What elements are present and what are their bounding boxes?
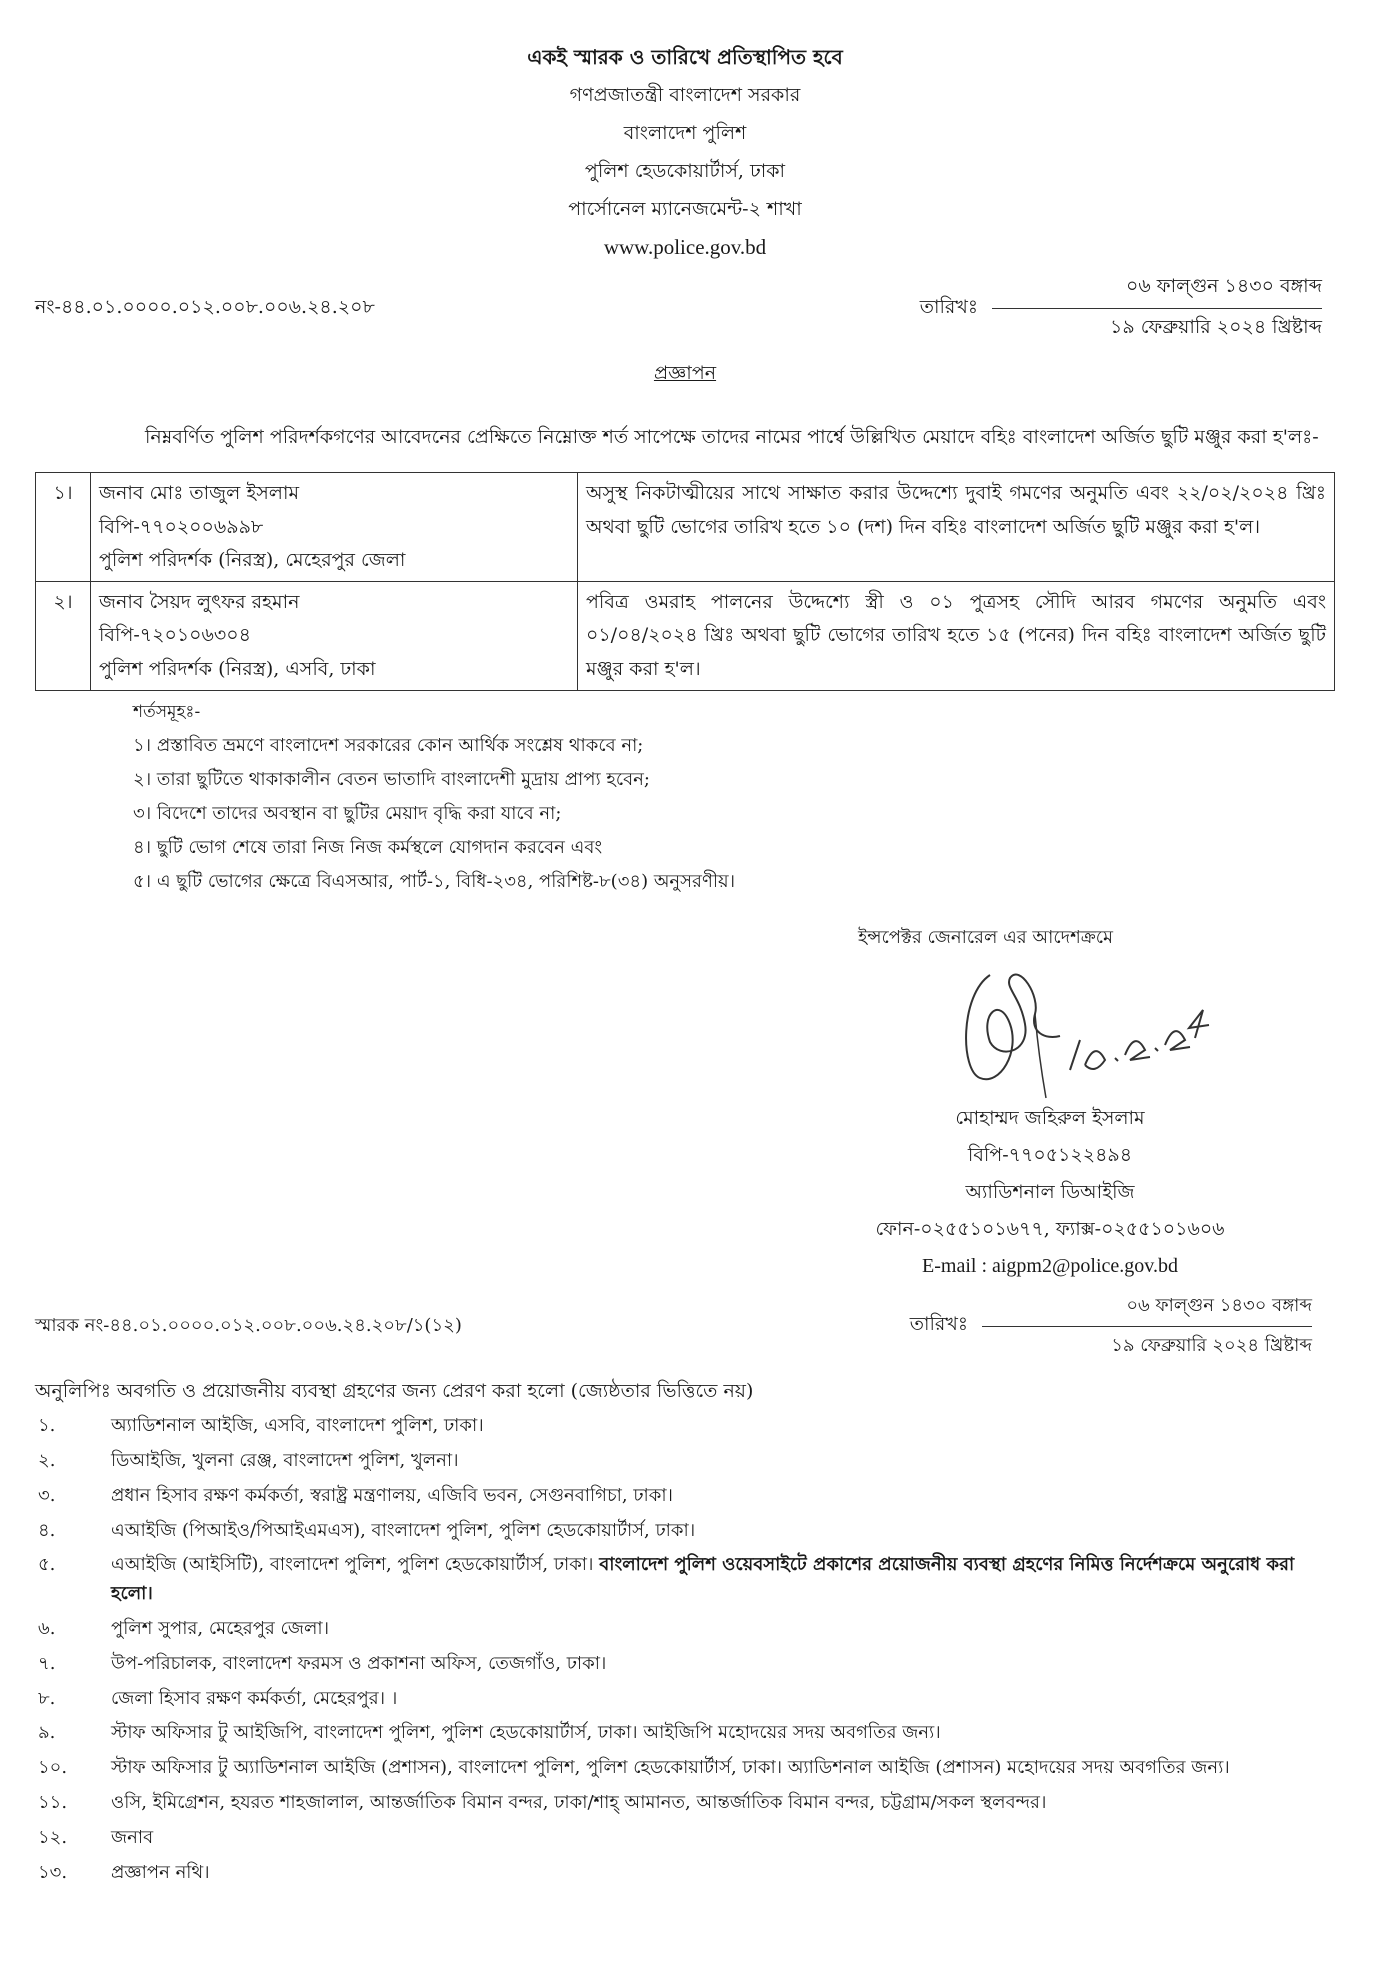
- copy-memo-row: [35, 1291, 1335, 1362]
- conditions-heading: শর্তসমূহঃ-: [133, 701, 201, 722]
- officer-name: জনাব সৈয়দ লুৎফর রহমান: [99, 591, 300, 613]
- list-item: ৮. জেলা হিসাব রক্ষণ কর্মকর্তা, মেহেরপুর। ।: [38, 1687, 398, 1709]
- letterhead: [35, 38, 1335, 266]
- copies-list: [38, 1412, 1335, 1887]
- officer-rank: পুলিশ পরিদর্শক (নিরস্ত্র), মেহেরপুর জেলা: [99, 548, 406, 571]
- signatory-block: [800, 1100, 1300, 1285]
- conditions: [133, 695, 1335, 899]
- leave-details: পবিত্র ওমরাহ পালনের উদ্দেশ্যে স্ত্রী ও ০১ পুত্রসহ সৌদি আরব গমণের অনুমতি এবং ০১/০৪/২০২৪ খ্রিঃ অথবা ছুটি ভোগের তারিখ হতে ১৫ (পনের) দিন বহিঃ বাংলাদেশ অর্জিত ছুটি মঞ্জুর করা হ'ল।: [578, 582, 1335, 691]
- list-item: ১২. জনাব: [38, 1826, 154, 1848]
- signatory-name: মোহাম্মদ জহিরুল ইসলাম: [955, 1106, 1145, 1129]
- condition-item: ৩। বিদেশে তাদের অবস্থান বা ছুটির মেয়াদ বৃদ্ধি করা যাবে না;: [133, 802, 562, 824]
- row-number: ১।: [36, 473, 91, 582]
- bold-request: বাংলাদেশ পুলিশ ওয়েবসাইটে প্রকাশের প্রয়োজনীয় ব্যবস্থা গ্রহণের নিমিত্ত নির্দেশক্রমে অনুরোধ করা হলো।: [111, 1554, 1295, 1605]
- row-number: ২।: [36, 582, 91, 691]
- notice-line: একই স্মারক ও তারিখে প্রতিস্থাপিত হবে: [527, 45, 843, 69]
- table-row: [36, 473, 1335, 582]
- date-gregorian: ১৯ ফেব্রুয়ারি ২০২৪ খ্রিষ্টাব্দ: [1110, 316, 1322, 338]
- list-item: ১১. ওসি, ইমিগ্রেশন, হযরত শাহজালাল, আন্তর্জাতিক বিমান বন্দর, ঢাকা/শাহ্ আমানত, আন্তর্জাতিক বিমান বন্দর, চট্টগ্রাম/সকল স্থলবন্দর।: [38, 1791, 1047, 1813]
- condition-item: ২। তারা ছুটিতে থাকাকালীন বেতন ভাতাদি বাংলাদেশী মুদ্রায় প্রাপ্য হবেন;: [133, 768, 650, 790]
- header-hq: পুলিশ হেডকোয়ার্টার্স, ঢাকা: [584, 160, 786, 182]
- date-label: তারিখঃ: [919, 295, 978, 318]
- signatory-bp: বিপি-৭৭০৫১২২৪৯৪: [967, 1143, 1133, 1166]
- officer-bp: বিপি-৭২০১০৬৩০৪: [99, 624, 251, 647]
- date-bangla: ০৬ ফাল্গুন ১৪৩০ বঙ্গাব্দ: [992, 272, 1322, 309]
- signatory-phone: ফোন-০২৫৫১০১৬৭৭, ফ্যাক্স-০২৫৫১০১৬০৬: [875, 1217, 1225, 1240]
- list-item: ৯. স্টাফ অফিসার টু আইজিপি, বাংলাদেশ পুলিশ, পুলিশ হেডকোয়ার্টার্স, ঢাকা। আইজিপি মহোদয়ের সদয় অবগতির জন্য।: [38, 1722, 941, 1744]
- copies-heading: অনুলিপিঃ অবগতি ও প্রয়োজনীয় ব্যবস্থা গ্রহণের জন্য প্রেরণ করা হলো (জ্যেষ্ঠতার ভিত্তিতে নয়): [35, 1379, 754, 1402]
- document-title: প্রজ্ঞাপন: [653, 362, 717, 384]
- copy-date-bangla: ০৬ ফাল্গুন ১৪৩০ বঙ্গাব্দ: [982, 1291, 1312, 1327]
- leave-table: [35, 472, 1335, 691]
- memo-number: নং-৪৪.০১.০০০০.০১২.০০৮.০০৬.২৪.২০৮: [35, 295, 375, 318]
- list-item: ৪. এআইজি (পিআইও/পিআইএমএস), বাংলাদেশ পুলিশ, পুলিশ হেডকোয়ার্টার্স, ঢাকা।: [38, 1519, 696, 1541]
- memo-row: [35, 272, 1335, 345]
- officer-name: জনাব মোঃ তাজুল ইসলাম: [99, 482, 300, 505]
- header-government: গণপ্রজাতন্ত্রী বাংলাদেশ সরকার: [569, 84, 801, 106]
- copy-date-gregorian: ১৯ ফেব্রুয়ারি ২০২৪ খ্রিষ্টাব্দ: [1111, 1334, 1312, 1356]
- condition-item: ১। প্রস্তাবিত ভ্রমণে বাংলাদেশ সরকারের কোন আর্থিক সংশ্লেষ থাকবে না;: [133, 734, 644, 756]
- leave-details: অসুস্থ নিকটাত্মীয়ের সাথে সাক্ষাত করার উদ্দেশ্যে দুবাই গমণের অনুমতি এবং ২২/০২/২০২৪ খ্রিঃ অথবা ছুটি ভোগের তারিখ হতে ১০ (দশ) দিন বহিঃ বাংলাদেশ অর্জিত ছুটি মঞ্জুর করা হ'ল।: [578, 473, 1335, 582]
- signatory-email: E-mail : aigpm2@police.gov.bd: [922, 1254, 1178, 1277]
- list-item: ১০. স্টাফ অফিসার টু অ্যাডিশনাল আইজি (প্রশাসন), বাংলাদেশ পুলিশ, পুলিশ হেডকোয়ার্টার্স, ঢাকা। অ্যাডিশনাল আইজি (প্রশাসন) মহোদয়ের সদয় অবগতির জন্য।: [38, 1757, 1230, 1779]
- list-item: ১. অ্যাডিশনাল আইজি, এসবি, বাংলাদেশ পুলিশ, ঢাকা।: [38, 1415, 484, 1437]
- signature: [950, 960, 1250, 1100]
- signatory-designation: অ্যাডিশনাল ডিআইজি: [965, 1180, 1135, 1203]
- list-item: ১৩. প্রজ্ঞাপন নথি।: [38, 1861, 210, 1883]
- condition-item: ৪। ছুটি ভোগ শেষে তারা নিজ নিজ কর্মস্থলে যোগদান করবেন এবং: [133, 836, 603, 858]
- list-item: ৩. প্রধান হিসাব রক্ষণ কর্মকর্তা, স্বরাষ্ট্র মন্ত্রণালয়, এজিবি ভবন, সেগুনবাগিচা, ঢাকা।: [38, 1484, 673, 1506]
- condition-item: ৫। এ ছুটি ভোগের ক্ষেত্রে বিএসআর, পার্ট-১, বিধি-২৩৪, পরিশিষ্ট-৮(৩৪) অনুসরণীয়।: [133, 870, 736, 892]
- list-item: ৭. উপ-পরিচালক, বাংলাদেশ ফরমস ও প্রকাশনা অফিস, তেজগাঁও, ঢাকা।: [38, 1652, 607, 1674]
- intro-paragraph: নিম্নবর্ণিত পুলিশ পরিদর্শকগণের আবেদনের প্রেক্ষিতে নিম্নোক্ত শর্ত সাপেক্ষে তাদের নামের পার্শ্বে উল্লিখিত মেয়াদে বহিঃ বাংলাদেশ অর্জিত ছুটি মঞ্জুর করা হ'লঃ-: [145, 426, 1319, 448]
- table-row: [36, 582, 1335, 691]
- list-item: ৬. পুলিশ সুপার, মেহেরপুর জেলা।: [38, 1617, 330, 1639]
- copy-memo-number: স্মারক নং-৪৪.০১.০০০০.০১২.০০৮.০০৬.২৪.২০৮/১(১২): [35, 1314, 462, 1336]
- copy-date-label: তারিখঃ: [909, 1313, 968, 1336]
- list-item: ৫. এআইজি (আইসিটি), বাংলাদেশ পুলিশ, পুলিশ হেডকোয়ার্টার্স, ঢাকা। বাংলাদেশ পুলিশ ওয়েবসাইটে প্রকাশের প্রয়োজনীয় ব্যবস্থা গ্রহণের নিমিত্ত নির্দেশক্রমে অনুরোধ করা হলো।: [38, 1554, 1295, 1605]
- header-branch: পার্সোনেল ম্যানেজমেন্ট-২ শাখা: [568, 198, 802, 220]
- header-police: বাংলাদেশ পুলিশ: [623, 122, 747, 144]
- order-line: ইন্সপেক্টর জেনারেল এর আদেশক্রমে: [858, 926, 1114, 948]
- officer-rank: পুলিশ পরিদর্শক (নিরস্ত্র), এসবি, ঢাকা: [99, 657, 376, 680]
- header-website: www.police.gov.bd: [603, 235, 767, 259]
- list-item: ২. ডিআইজি, খুলনা রেঞ্জ, বাংলাদেশ পুলিশ, খুলনা।: [38, 1449, 459, 1471]
- officer-bp: বিপি-৭৭০২০০৬৯৯৮: [99, 515, 264, 538]
